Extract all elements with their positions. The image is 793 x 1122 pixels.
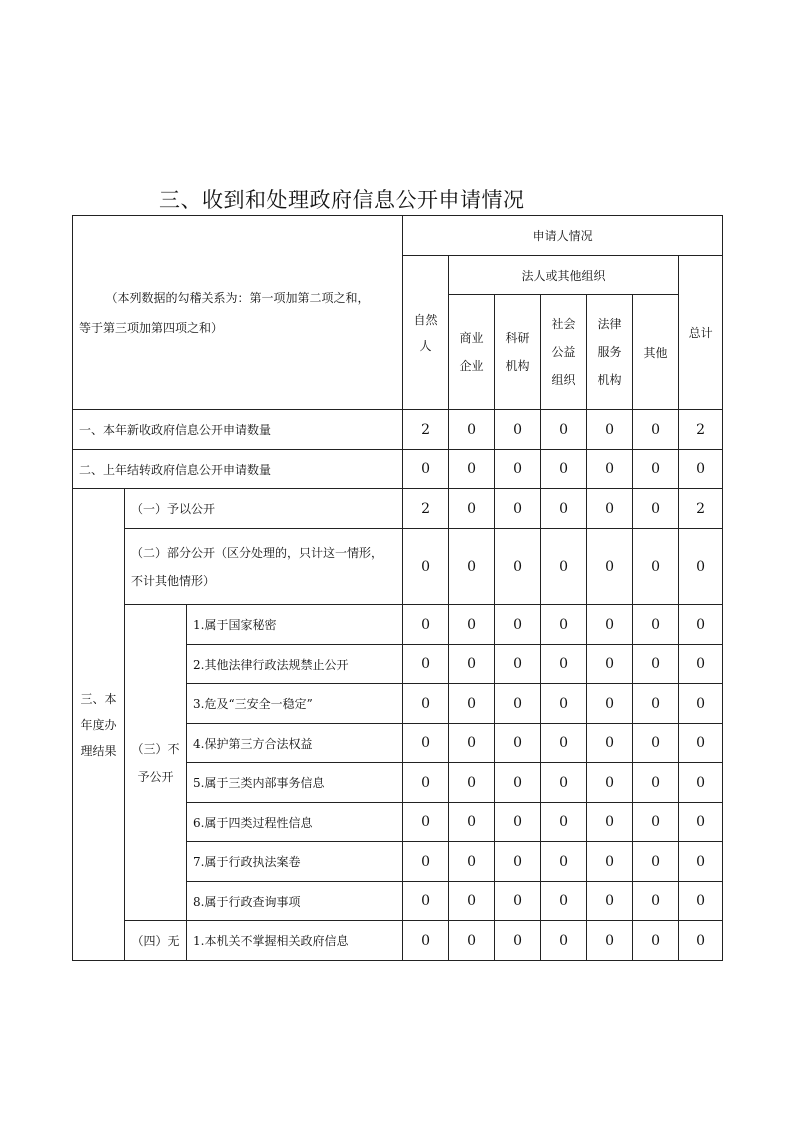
other-cell: 0 xyxy=(633,842,679,882)
row-label: 2.其他法律行政法规禁止公开 xyxy=(187,645,403,684)
natural-person-cell: 0 xyxy=(403,605,449,645)
other-cell: 0 xyxy=(633,529,679,605)
social-label-1: 社会 xyxy=(551,317,576,331)
research-cell: 0 xyxy=(495,803,541,842)
section3-label xyxy=(73,489,125,961)
row-label: 1.本机关不掌握相关政府信息 xyxy=(187,921,403,961)
legal-service-org-header xyxy=(587,295,633,410)
total-cell: 0 xyxy=(679,803,723,842)
header-description xyxy=(73,216,403,410)
other-cell: 0 xyxy=(633,803,679,842)
application-stats-table xyxy=(72,215,723,961)
legal-service-label-1: 法律 xyxy=(597,317,622,331)
row-label: 5.属于三类内部事务信息 xyxy=(187,763,403,803)
total-cell: 0 xyxy=(679,645,723,684)
legal-service-cell: 0 xyxy=(587,605,633,645)
total-cell: 2 xyxy=(679,410,723,450)
table-row xyxy=(73,605,723,645)
social-cell: 0 xyxy=(541,684,587,724)
other-cell: 0 xyxy=(633,763,679,803)
row-label: 一、本年新收政府信息公开申请数量 xyxy=(73,410,403,450)
other-cell: 0 xyxy=(633,684,679,724)
row-label: 4.保护第三方合法权益 xyxy=(187,724,403,763)
research-cell: 0 xyxy=(495,645,541,684)
natural-person-cell: 2 xyxy=(403,489,449,529)
natural-person-cell: 0 xyxy=(403,450,449,489)
social-label-3: 组织 xyxy=(551,373,576,387)
legal-service-cell: 0 xyxy=(587,529,633,605)
header-description-line2: 等于第三项加第四项之和） xyxy=(79,320,224,335)
social-cell: 0 xyxy=(541,645,587,684)
research-cell: 0 xyxy=(495,684,541,724)
research-cell: 0 xyxy=(495,921,541,961)
section3-label-2: 年度办 xyxy=(80,717,117,732)
other-header: 其他 xyxy=(633,295,679,410)
table-row xyxy=(73,450,723,489)
research-cell: 0 xyxy=(495,763,541,803)
header-description-line1: （本列数据的勾稽关系为：第一项加第二项之和， xyxy=(105,290,370,305)
social-welfare-org-header xyxy=(541,295,587,410)
other-cell: 0 xyxy=(633,450,679,489)
total-cell: 0 xyxy=(679,684,723,724)
partial-disclosure-label-1: （二）部分公开（区分处理的，只计这一情形， xyxy=(131,545,384,560)
commercial-cell: 0 xyxy=(449,529,495,605)
other-cell: 0 xyxy=(633,921,679,961)
row-label: 7.属于行政执法案卷 xyxy=(187,842,403,882)
natural-person-label-2: 人 xyxy=(419,338,432,353)
natural-person-cell: 0 xyxy=(403,645,449,684)
no-information-label: （四）无 xyxy=(125,921,187,961)
legal-service-label-2: 服务 xyxy=(597,345,622,359)
other-cell: 0 xyxy=(633,489,679,529)
other-cell: 0 xyxy=(633,605,679,645)
research-cell: 0 xyxy=(495,882,541,921)
legal-service-cell: 0 xyxy=(587,882,633,921)
total-cell: 2 xyxy=(679,489,723,529)
commercial-cell: 0 xyxy=(449,724,495,763)
other-cell: 0 xyxy=(633,724,679,763)
non-disclosure-label-2: 予公开 xyxy=(137,769,174,784)
research-cell: 0 xyxy=(495,450,541,489)
commercial-cell: 0 xyxy=(449,763,495,803)
total-cell: 0 xyxy=(679,882,723,921)
commercial-cell: 0 xyxy=(449,645,495,684)
social-cell: 0 xyxy=(541,842,587,882)
legal-service-cell: 0 xyxy=(587,489,633,529)
social-cell: 0 xyxy=(541,489,587,529)
commercial-cell: 0 xyxy=(449,842,495,882)
natural-person-cell: 0 xyxy=(403,724,449,763)
legal-service-cell: 0 xyxy=(587,803,633,842)
applicant-header: 申请人情况 xyxy=(403,216,723,256)
total-cell: 0 xyxy=(679,763,723,803)
commercial-cell: 0 xyxy=(449,450,495,489)
research-cell: 0 xyxy=(495,842,541,882)
section3-label-1: 三、本 xyxy=(80,691,117,706)
research-cell: 0 xyxy=(495,605,541,645)
total-cell: 0 xyxy=(679,605,723,645)
total-cell: 0 xyxy=(679,724,723,763)
natural-person-cell: 0 xyxy=(403,763,449,803)
research-cell: 0 xyxy=(495,724,541,763)
non-disclosure-label-1: （三）不 xyxy=(131,741,180,756)
commercial-cell: 0 xyxy=(449,684,495,724)
legal-service-cell: 0 xyxy=(587,724,633,763)
natural-person-header xyxy=(403,256,449,410)
table-row xyxy=(73,410,723,450)
other-cell: 0 xyxy=(633,410,679,450)
legal-service-cell: 0 xyxy=(587,763,633,803)
legal-service-label-3: 机构 xyxy=(597,373,622,387)
natural-person-cell: 0 xyxy=(403,529,449,605)
social-cell: 0 xyxy=(541,921,587,961)
non-disclosure-label xyxy=(125,605,187,921)
natural-person-cell: 0 xyxy=(403,803,449,842)
natural-person-cell: 2 xyxy=(403,410,449,450)
commercial-label-2: 企业 xyxy=(459,359,484,373)
natural-person-cell: 0 xyxy=(403,842,449,882)
row-label: 二、上年结转政府信息公开申请数量 xyxy=(73,450,403,489)
commercial-cell: 0 xyxy=(449,489,495,529)
research-cell: 0 xyxy=(495,410,541,450)
section3-label-3: 理结果 xyxy=(80,743,117,758)
other-cell: 0 xyxy=(633,882,679,921)
total-cell: 0 xyxy=(679,842,723,882)
commercial-cell: 0 xyxy=(449,921,495,961)
social-cell: 0 xyxy=(541,724,587,763)
research-label-1: 科研 xyxy=(505,331,530,345)
social-cell: 0 xyxy=(541,803,587,842)
legal-service-cell: 0 xyxy=(587,645,633,684)
research-institution-header xyxy=(495,295,541,410)
research-cell: 0 xyxy=(495,489,541,529)
commercial-enterprise-header xyxy=(449,295,495,410)
commercial-cell: 0 xyxy=(449,882,495,921)
partial-disclosure-label-2: 不计其他情形） xyxy=(131,573,216,588)
natural-person-label-1: 自然 xyxy=(413,312,438,327)
social-label-2: 公益 xyxy=(551,345,576,359)
table-row xyxy=(73,489,723,529)
social-cell: 0 xyxy=(541,410,587,450)
row-label: （一）予以公开 xyxy=(125,489,403,529)
research-cell: 0 xyxy=(495,529,541,605)
commercial-cell: 0 xyxy=(449,410,495,450)
table-row xyxy=(73,529,723,605)
table-row xyxy=(73,921,723,961)
social-cell: 0 xyxy=(541,529,587,605)
natural-person-cell: 0 xyxy=(403,684,449,724)
total-cell: 0 xyxy=(679,450,723,489)
social-cell: 0 xyxy=(541,450,587,489)
legal-service-cell: 0 xyxy=(587,684,633,724)
social-cell: 0 xyxy=(541,882,587,921)
natural-person-cell: 0 xyxy=(403,921,449,961)
other-cell: 0 xyxy=(633,645,679,684)
commercial-cell: 0 xyxy=(449,803,495,842)
total-cell: 0 xyxy=(679,529,723,605)
legal-service-cell: 0 xyxy=(587,921,633,961)
row-label: 8.属于行政查询事项 xyxy=(187,882,403,921)
row-label: 6.属于四类过程性信息 xyxy=(187,803,403,842)
total-header: 总计 xyxy=(679,256,723,410)
total-cell: 0 xyxy=(679,921,723,961)
page-title: 三、收到和处理政府信息公开申请情况 xyxy=(159,188,525,212)
legal-service-cell: 0 xyxy=(587,842,633,882)
legal-service-cell: 0 xyxy=(587,450,633,489)
social-cell: 0 xyxy=(541,763,587,803)
legal-service-cell: 0 xyxy=(587,410,633,450)
legal-entity-group-header: 法人或其他组织 xyxy=(449,256,679,295)
social-cell: 0 xyxy=(541,605,587,645)
row-label: 1.属于国家秘密 xyxy=(187,605,403,645)
commercial-cell: 0 xyxy=(449,605,495,645)
row-label xyxy=(125,529,403,605)
commercial-label-1: 商业 xyxy=(459,331,484,345)
natural-person-cell: 0 xyxy=(403,882,449,921)
row-label: 3.危及“三安全一稳定” xyxy=(187,684,403,724)
research-label-2: 机构 xyxy=(505,359,530,373)
